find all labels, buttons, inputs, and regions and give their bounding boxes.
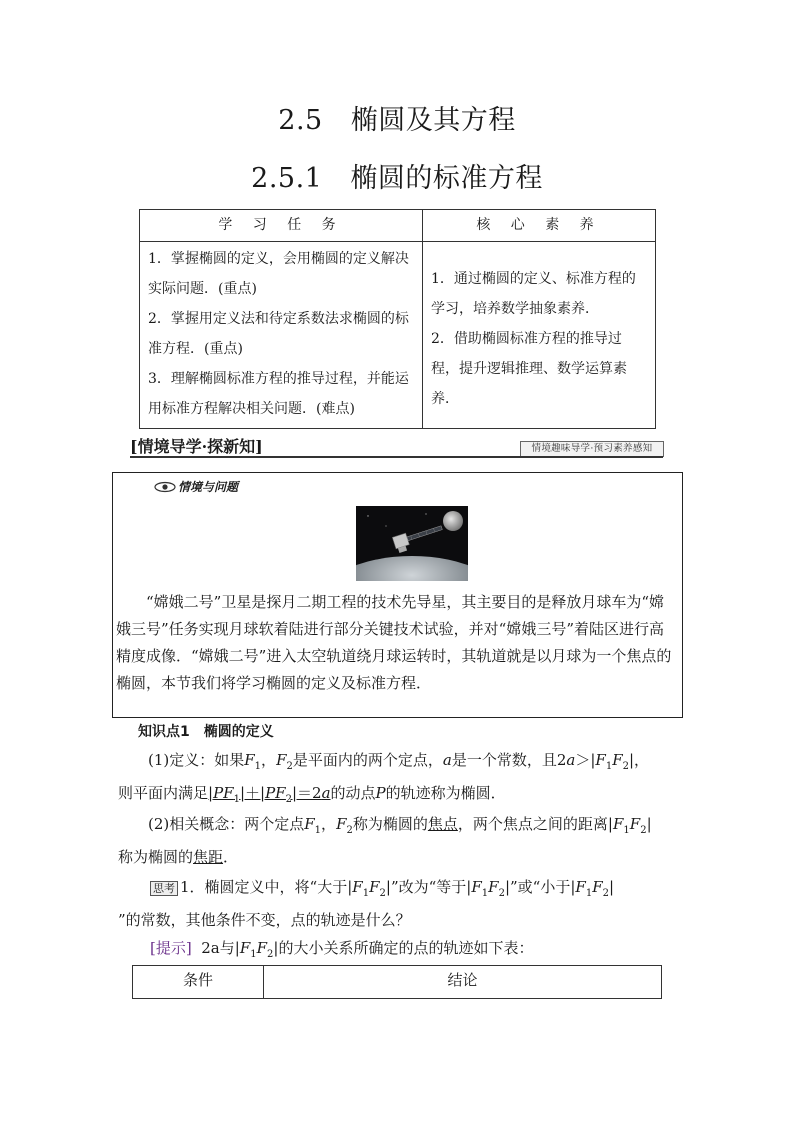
knowledge-point-label: 知识点1 <box>138 724 190 740</box>
literacy-item: 1．通过椭圆的定义、标准方程的学习，培养数学抽象素养． <box>431 271 636 317</box>
section-title <box>0 98 794 137</box>
subsection-title-text: 椭圆的标准方程 <box>350 163 543 194</box>
knowledge-point-title: 椭圆的定义 <box>203 724 274 740</box>
section-heading: [情境导学·探新知] <box>130 437 263 456</box>
definition-paragraph: (1)定义：如果$F_1$，$F_2$是平面内的两个定点，a是一个常数，且$2a>|F_1F_2|$， 则平面内满足$|PF_1|+|PF_2|=2a$的动点P的轨迹称为椭圆． <box>118 751 650 805</box>
condition-table <box>132 965 662 999</box>
task-item: 1．掌握椭圆的定义，会用椭圆的定义解决实际问题．(重点) <box>148 251 409 297</box>
scenario-text-block <box>116 589 676 697</box>
focus-term: 焦点 <box>427 815 458 833</box>
section-tag: 情境趣味导学·预习素养感知 <box>520 441 664 457</box>
task-item: 3．理解椭圆标准方程的推导过程，并能运用标准方程解决相关问题．(难点) <box>148 371 409 417</box>
section-title-text: 椭圆及其方程 <box>350 105 516 136</box>
condition-header: 条件 <box>133 966 264 999</box>
concepts-paragraph: (2)相关概念：两个定点$F_1$，$F_2$称为椭圆的焦点，两个焦点之间的距离$|F_1F_2|$ 称为椭圆的焦距． <box>118 815 652 866</box>
think-paragraph: 思考 1．椭圆定义中，将“大于$|F_1F_2|$”改为“等于$|F_1F_2|$”或“小于$|F_1F_2|$ ”的常数，其他条件不变，点的轨迹是什么？ <box>118 878 615 929</box>
learning-goals-table <box>139 209 656 429</box>
knowledge-point-heading <box>138 721 274 741</box>
scenario-text: “嫦娥二号”卫星是探月二期工程的技术先导星，其主要目的是释放月球车为“嫦娥三号”任务实现月球软着陆进行部分关键技术试验，并对“嫦娥三号”着陆区进行高精度成像．“嫦娥二号”进入太空轨道绕月球运转时，其轨道就是以月球为一个焦点的椭圆，本节我们将学习椭圆的定义及标准方程． <box>116 593 672 692</box>
definition-formula: $|PF_1|+|PF_2|=2a$ <box>208 784 331 805</box>
core-literacy-cell <box>423 242 656 429</box>
scenario-label-text: 情境与问题 <box>178 480 239 494</box>
scenario-label <box>154 478 238 495</box>
focal-distance-term: 焦距 <box>193 848 224 866</box>
subsection-number: 2.5.1 <box>251 163 323 194</box>
section-divider <box>130 456 663 458</box>
section-number: 2.5 <box>278 105 323 136</box>
task-item: 2．掌握用定义法和待定系数法求椭圆的标准方程．(重点) <box>148 311 409 357</box>
goals-header-literacy: 核 心 素 养 <box>423 210 656 242</box>
learning-tasks-cell <box>140 242 423 429</box>
think-tag: 思考 <box>150 881 178 896</box>
satellite-photo <box>356 506 468 581</box>
literacy-item: 2．借助椭圆标准方程的推导过程，提升逻辑推理、数学运算素养． <box>431 331 627 407</box>
hint-tag: [提示] <box>150 939 192 957</box>
subsection-title <box>0 156 794 195</box>
goals-header-tasks: 学 习 任 务 <box>140 210 423 242</box>
conclusion-header: 结论 <box>264 966 662 999</box>
scenario-icon <box>154 481 176 493</box>
hint-paragraph: [提示] 2a与$|F_1F_2|$的大小关系所确定的点的轨迹如下表： <box>150 939 534 960</box>
